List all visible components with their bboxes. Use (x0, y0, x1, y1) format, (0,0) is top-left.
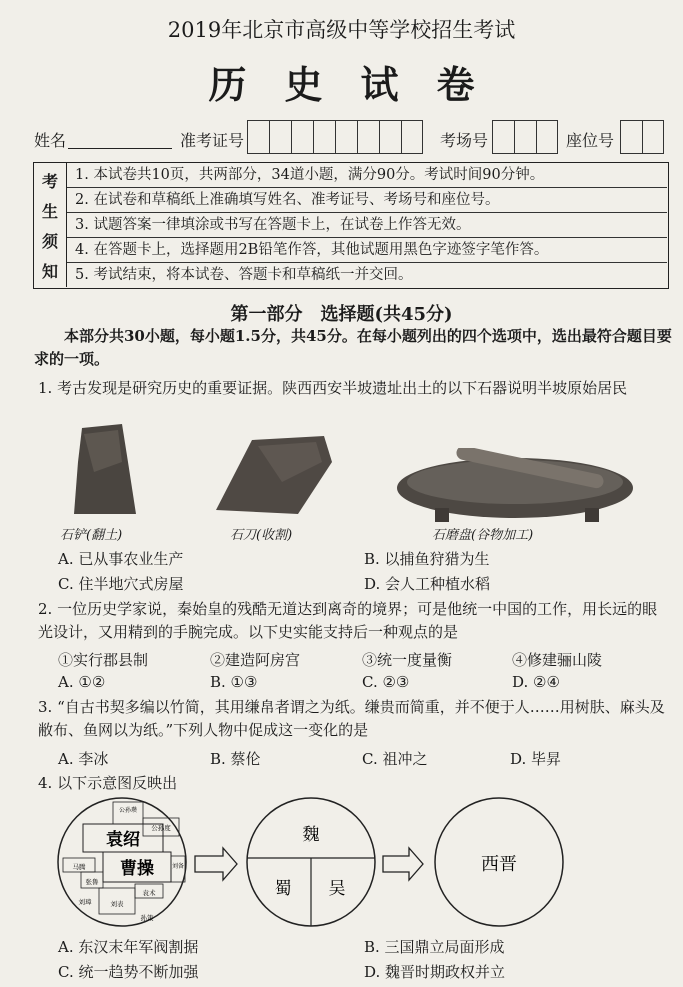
map1-label-zhanglu: 张鲁 (85, 878, 99, 886)
seat-number-boxes[interactable] (620, 120, 664, 154)
q3-option-b[interactable]: B. 蔡伦 (210, 750, 261, 768)
map1-label-gongsundu: 公孙度 (151, 824, 171, 832)
q3-option-a[interactable]: A. 李冰 (58, 750, 109, 768)
map2-label-wei: 魏 (302, 825, 320, 845)
q3-option-c[interactable]: C. 祖冲之 (362, 750, 428, 768)
grinding-stone-image (395, 448, 635, 524)
q1-option-c[interactable]: C. 住半地穴式房屋 (58, 575, 184, 593)
q3-option-d[interactable]: D. 毕昇 (510, 750, 562, 768)
caption-stone-knife: 石刀(收割) (230, 528, 293, 543)
western-jin-map (435, 798, 563, 926)
seat-label: 座位号 (566, 131, 615, 150)
q2-option-a[interactable]: A. ①② (58, 673, 106, 691)
subject-title: 历史试卷 (208, 62, 513, 107)
notice-item: 3. 试题答案一律填涂或书写在答题卡上，在试卷上作答无效。 (67, 213, 667, 238)
stone-knife-image (212, 432, 334, 518)
map1-label-yuanshao: 袁绍 (106, 830, 140, 850)
notice-side-label: 考 生 须 知 (41, 172, 58, 281)
q4-option-c[interactable]: C. 统一趋势不断加强 (58, 963, 199, 981)
q2-stem: 2. 一位历史学家说，秦始皇的残酷无道达到离奇的境界；可是他统一中国的工作，用长远的眼光设计，又用精到的手腕完成。以下史实能支持后一种观点的是 (38, 600, 658, 641)
exam-title: 2019年北京市高级中等学校招生考试 (167, 18, 516, 42)
notice-item: 4. 在答题卡上，选择题用2B铅笔作答，其他试题用黑色字迹签字笔作答。 (67, 238, 667, 263)
map1-label-gongsunzan: 公孙瓒 (118, 807, 138, 814)
q1-stem: 1. 考古发现是研究历史的重要证据。陕西西安半坡遗址出土的以下石器说明半坡原始居民 (38, 379, 628, 397)
notice-list (67, 163, 667, 287)
q2-option-c[interactable]: C. ②③ (362, 673, 410, 691)
arrow-icon (383, 848, 423, 880)
ticket-number-boxes[interactable] (247, 120, 423, 154)
map2-label-wu: 吴 (328, 879, 346, 899)
notice-item: 5. 考试结束，将本试卷、答题卡和草稿纸一并交回。 (75, 267, 413, 283)
notice-item: 1. 本试卷共10页，共两部分，34道小题，满分90分。考试时间90分钟。 (67, 163, 667, 188)
q4-option-d[interactable]: D. 魏晋时期政权并立 (364, 963, 506, 981)
q1-option-d[interactable]: D. 会人工种植水稻 (364, 575, 491, 593)
q1-option-a[interactable]: A. 已从事农业生产 (58, 550, 184, 568)
map1-label-yuanshu: 袁术 (142, 889, 156, 897)
three-kingdoms-map (247, 798, 375, 926)
map1-label-caocao: 曹操 (120, 859, 154, 879)
q2-choice-1: ①实行郡县制 (58, 651, 149, 669)
name-field[interactable] (68, 128, 172, 149)
section-intro: 本部分共30小题，每小题1.5分，共45分。在每小题列出的四个选项中，选出最符合题目要求的一项。 (34, 327, 672, 368)
name-label: 姓名 (34, 131, 67, 150)
arrow-icon (195, 848, 237, 880)
notice-box (33, 162, 669, 289)
caption-grinding-stone: 石磨盘(谷物加工) (432, 528, 534, 543)
room-label: 考场号 (440, 131, 489, 150)
map1-label-liuzhang: 刘璋 (78, 898, 92, 906)
stone-shovel-image (70, 422, 140, 518)
q4-diagram (55, 796, 635, 930)
map1-label-liubiao: 刘表 (110, 900, 124, 908)
q2-choice-3: ③统一度量衡 (362, 651, 453, 669)
q1-option-b[interactable]: B. 以捕鱼狩猎为生 (364, 550, 490, 568)
map1-label-sunce: 孙策 (140, 914, 154, 922)
q2-choice-4: ④修建骊山陵 (512, 651, 603, 669)
section-title: 第一部分 选择题(共45分) (230, 304, 453, 325)
room-number-boxes[interactable] (492, 120, 558, 154)
ticket-label: 准考证号 (180, 131, 245, 150)
map3-label-xijin: 西晋 (481, 854, 517, 875)
q4-stem: 4. 以下示意图反映出 (38, 774, 178, 792)
q2-option-d[interactable]: D. ②④ (512, 673, 560, 691)
map1-label-liubei: 刘备 (171, 863, 185, 870)
map2-label-shu: 蜀 (274, 879, 292, 899)
q2-choice-2: ②建造阿房宫 (210, 651, 301, 669)
warlord-map (58, 798, 186, 926)
q3-stem: 3. “自古书契多编以竹简，其用缣帛者谓之为纸。缣贵而简重，并不便于人……用树肤、麻头及敝布、鱼网以为纸。”下列人物中促成这一变化的是 (38, 698, 665, 739)
q4-option-b[interactable]: B. 三国鼎立局面形成 (364, 938, 505, 956)
q2-option-b[interactable]: B. ①③ (210, 673, 258, 691)
notice-item: 2. 在试卷和草稿纸上准确填写姓名、准考证号、考场号和座位号。 (67, 188, 667, 213)
map1-label-mateng: 马腾 (72, 863, 86, 871)
caption-stone-shovel: 石铲(翻土) (60, 528, 123, 543)
q4-option-a[interactable]: A. 东汉末年军阀割据 (58, 938, 199, 956)
